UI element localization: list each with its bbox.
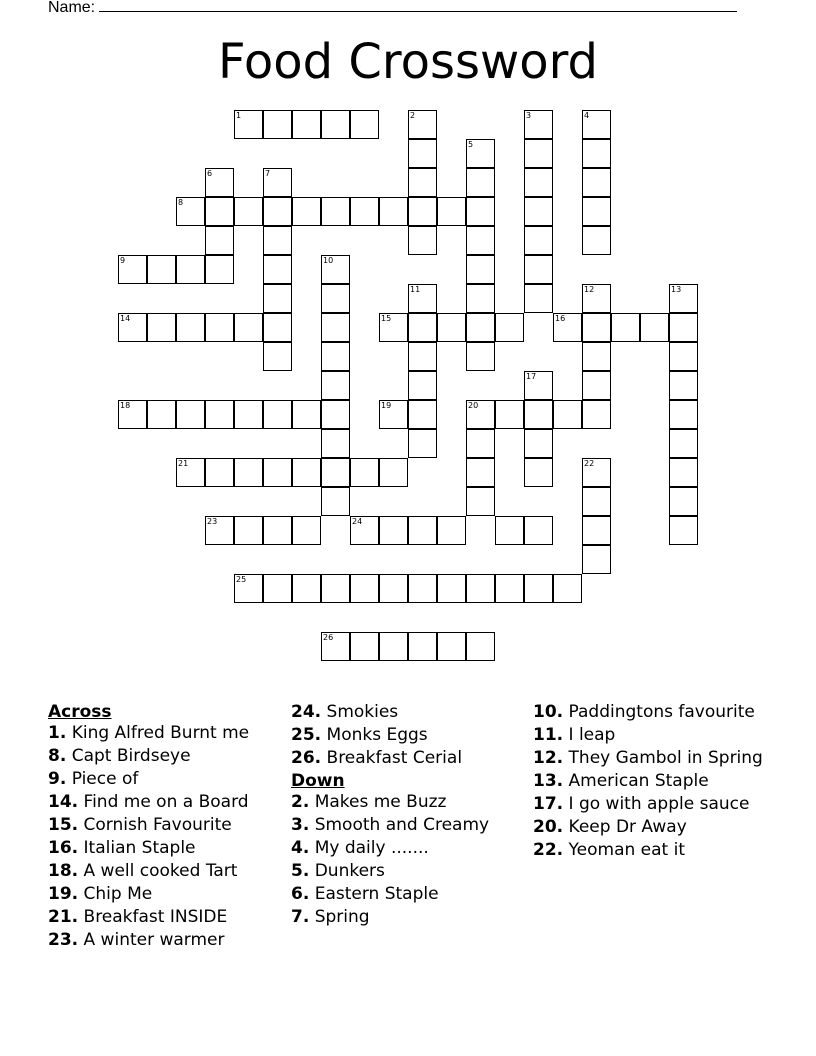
- grid-cell[interactable]: [582, 110, 611, 139]
- grid-cell[interactable]: [263, 342, 292, 371]
- grid-cell[interactable]: [437, 574, 466, 603]
- cell-number: 7: [265, 169, 271, 178]
- name-label: Name:: [48, 0, 96, 16]
- clue-text: King Alfred Burnt me: [66, 723, 250, 743]
- grid-cell[interactable]: [350, 458, 379, 487]
- cell-number: 6: [207, 169, 213, 178]
- grid-cell[interactable]: [263, 255, 292, 284]
- grid-cell[interactable]: [669, 371, 698, 400]
- down-header: Down: [291, 771, 345, 791]
- grid-cell[interactable]: [582, 400, 611, 429]
- clue-item: [48, 884, 288, 905]
- grid-cell[interactable]: [321, 284, 350, 313]
- grid-cell[interactable]: [408, 284, 437, 313]
- grid-cell[interactable]: [292, 574, 321, 603]
- clue-number: 15.: [48, 815, 79, 835]
- clue-text: American Staple: [563, 771, 709, 791]
- grid-cell[interactable]: [292, 516, 321, 545]
- clue-number: 21.: [48, 907, 79, 927]
- grid-cell[interactable]: [669, 458, 698, 487]
- grid-cell[interactable]: [524, 168, 553, 197]
- grid-cell[interactable]: [176, 197, 205, 226]
- grid-cell[interactable]: [466, 574, 495, 603]
- grid-cell[interactable]: [321, 632, 350, 661]
- cell-number: 23: [207, 517, 218, 526]
- grid-cell[interactable]: [437, 632, 466, 661]
- clue-item: [291, 792, 531, 813]
- cell-number: 15: [381, 314, 392, 323]
- cell-number: 5: [468, 140, 474, 149]
- clue-text: Piece of: [66, 769, 139, 789]
- clue-text: Breakfast INSIDE: [78, 907, 228, 927]
- clue-item: [48, 838, 288, 859]
- grid-cell[interactable]: [437, 516, 466, 545]
- grid-cell[interactable]: [234, 110, 263, 139]
- grid-cell[interactable]: [205, 400, 234, 429]
- clue-text: Makes me Buzz: [309, 792, 447, 812]
- cell-number: 1: [236, 111, 242, 120]
- cell-number: 11: [410, 285, 421, 294]
- clue-number: 2.: [291, 792, 310, 812]
- grid-cell[interactable]: [582, 197, 611, 226]
- grid-cell[interactable]: [524, 255, 553, 284]
- clue-number: 25.: [291, 725, 322, 745]
- clue-number: 6.: [291, 884, 310, 904]
- clue-number: 20.: [533, 817, 564, 837]
- clue-item: [291, 884, 531, 905]
- grid-cell[interactable]: [408, 110, 437, 139]
- cell-number: 20: [468, 401, 479, 410]
- clue-item: [48, 769, 288, 790]
- clue-number: 11.: [533, 725, 564, 745]
- grid-cell[interactable]: [466, 313, 495, 342]
- grid-cell[interactable]: [553, 400, 582, 429]
- clues-column-2: [291, 702, 531, 930]
- grid-cell[interactable]: [495, 516, 524, 545]
- clue-text: A winter warmer: [78, 930, 225, 950]
- clue-number: 26.: [291, 748, 322, 768]
- grid-cell[interactable]: [408, 632, 437, 661]
- grid-cell[interactable]: [379, 458, 408, 487]
- grid-cell[interactable]: [205, 313, 234, 342]
- clue-text: Breakfast Cerial: [321, 748, 463, 768]
- grid-cell[interactable]: [234, 516, 263, 545]
- grid-cell[interactable]: [582, 458, 611, 487]
- clue-number: 17.: [533, 794, 564, 814]
- cell-number: 22: [584, 459, 595, 468]
- grid-cell[interactable]: [524, 197, 553, 226]
- grid-cell[interactable]: [321, 110, 350, 139]
- grid-cell[interactable]: [263, 284, 292, 313]
- clue-text: Yeoman eat it: [563, 840, 686, 860]
- clue-item: [48, 746, 288, 767]
- page-title: Food Crossword: [218, 34, 598, 90]
- grid-cell[interactable]: [669, 516, 698, 545]
- grid-cell[interactable]: [176, 400, 205, 429]
- grid-cell[interactable]: [379, 516, 408, 545]
- grid-cell[interactable]: [263, 197, 292, 226]
- clue-item: [48, 815, 288, 836]
- cell-number: 9: [120, 256, 126, 265]
- grid-cell[interactable]: [147, 255, 176, 284]
- grid-cell[interactable]: [495, 400, 524, 429]
- grid-cell[interactable]: [408, 574, 437, 603]
- grid-cell[interactable]: [118, 255, 147, 284]
- clue-number: 16.: [48, 838, 79, 858]
- grid-cell[interactable]: [379, 574, 408, 603]
- cell-number: 25: [236, 575, 247, 584]
- grid-cell[interactable]: [408, 197, 437, 226]
- clue-item: [291, 838, 531, 859]
- clue-number: 22.: [533, 840, 564, 860]
- clue-item: [533, 725, 773, 746]
- grid-cell[interactable]: [669, 313, 698, 342]
- grid-cell[interactable]: [466, 255, 495, 284]
- clue-item: [533, 840, 773, 861]
- grid-cell[interactable]: [582, 487, 611, 516]
- clue-number: 7.: [291, 907, 310, 927]
- clue-number: 19.: [48, 884, 79, 904]
- grid-cell[interactable]: [321, 400, 350, 429]
- cell-number: 13: [671, 285, 682, 294]
- grid-cell[interactable]: [205, 458, 234, 487]
- grid-cell[interactable]: [321, 342, 350, 371]
- grid-cell[interactable]: [582, 168, 611, 197]
- grid-cell[interactable]: [582, 139, 611, 168]
- grid-cell[interactable]: [205, 516, 234, 545]
- clue-number: 5.: [291, 861, 310, 881]
- grid-cell[interactable]: [263, 574, 292, 603]
- grid-cell[interactable]: [321, 313, 350, 342]
- clue-text: Spring: [309, 907, 370, 927]
- grid-cell[interactable]: [263, 313, 292, 342]
- grid-cell[interactable]: [321, 429, 350, 458]
- grid-cell[interactable]: [379, 400, 408, 429]
- clue-text: Cornish Favourite: [78, 815, 232, 835]
- clue-item: [533, 794, 773, 815]
- grid-cell[interactable]: [118, 313, 147, 342]
- grid-cell[interactable]: [176, 458, 205, 487]
- clue-text: Italian Staple: [78, 838, 196, 858]
- grid-cell[interactable]: [147, 400, 176, 429]
- grid-cell[interactable]: [321, 255, 350, 284]
- grid-cell[interactable]: [669, 429, 698, 458]
- grid-cell[interactable]: [669, 400, 698, 429]
- clue-number: 24.: [291, 702, 322, 722]
- clue-number: 3.: [291, 815, 310, 835]
- clue-number: 13.: [533, 771, 564, 791]
- grid-cell[interactable]: [582, 342, 611, 371]
- clue-text: Smokies: [321, 702, 399, 722]
- cell-number: 26: [323, 633, 334, 642]
- grid-cell[interactable]: [466, 632, 495, 661]
- grid-cell[interactable]: [408, 342, 437, 371]
- cell-number: 2: [410, 111, 416, 120]
- clue-item: [291, 861, 531, 882]
- grid-cell[interactable]: [176, 313, 205, 342]
- grid-cell[interactable]: [582, 226, 611, 255]
- clue-number: 8.: [48, 746, 67, 766]
- clue-text: Eastern Staple: [309, 884, 439, 904]
- grid-cell[interactable]: [292, 400, 321, 429]
- clue-text: I leap: [563, 725, 616, 745]
- cell-number: 24: [352, 517, 363, 526]
- grid-cell[interactable]: [466, 139, 495, 168]
- grid-cell[interactable]: [408, 371, 437, 400]
- grid-cell[interactable]: [466, 429, 495, 458]
- clue-text: I go with apple sauce: [563, 794, 750, 814]
- clue-text: Dunkers: [309, 861, 385, 881]
- grid-cell[interactable]: [466, 284, 495, 313]
- grid-cell[interactable]: [408, 429, 437, 458]
- grid-cell[interactable]: [437, 197, 466, 226]
- grid-cell[interactable]: [379, 632, 408, 661]
- clue-item: [533, 748, 773, 769]
- cell-number: 4: [584, 111, 590, 120]
- clue-number: 23.: [48, 930, 79, 950]
- grid-cell[interactable]: [234, 400, 263, 429]
- grid-cell[interactable]: [524, 371, 553, 400]
- clue-item: [291, 748, 531, 769]
- grid-cell[interactable]: [582, 284, 611, 313]
- clue-text: Capt Birdseye: [66, 746, 191, 766]
- clue-item: [291, 702, 531, 723]
- grid-cell[interactable]: [350, 110, 379, 139]
- grid-cell[interactable]: [524, 429, 553, 458]
- grid-cell[interactable]: [263, 400, 292, 429]
- grid-cell[interactable]: [292, 197, 321, 226]
- grid-cell[interactable]: [524, 400, 553, 429]
- grid-cell[interactable]: [524, 516, 553, 545]
- clue-text: My daily .......: [309, 838, 429, 858]
- grid-cell[interactable]: [321, 458, 350, 487]
- cell-number: 8: [178, 198, 184, 207]
- grid-cell[interactable]: [263, 458, 292, 487]
- clues-column-1: [48, 702, 288, 953]
- clue-item: [48, 792, 288, 813]
- clue-item: [533, 817, 773, 838]
- grid-cell[interactable]: [234, 458, 263, 487]
- grid-cell[interactable]: [292, 458, 321, 487]
- grid-cell[interactable]: [176, 255, 205, 284]
- clue-item: [533, 702, 773, 723]
- grid-cell[interactable]: [205, 168, 234, 197]
- grid-cell[interactable]: [466, 168, 495, 197]
- clue-text: Find me on a Board: [78, 792, 249, 812]
- cell-number: 16: [555, 314, 566, 323]
- grid-cell[interactable]: [263, 110, 292, 139]
- grid-cell[interactable]: [524, 458, 553, 487]
- clue-number: 1.: [48, 723, 67, 743]
- across-header: Across: [48, 702, 112, 722]
- grid-cell[interactable]: [466, 458, 495, 487]
- clue-text: Paddingtons favourite: [563, 702, 755, 722]
- grid-cell[interactable]: [234, 313, 263, 342]
- grid-cell[interactable]: [350, 632, 379, 661]
- grid-cell[interactable]: [582, 371, 611, 400]
- grid-cell[interactable]: [205, 197, 234, 226]
- grid-cell[interactable]: [582, 313, 611, 342]
- clue-text: They Gambol in Spring: [563, 748, 763, 768]
- grid-cell[interactable]: [118, 400, 147, 429]
- grid-cell[interactable]: [495, 313, 524, 342]
- grid-cell[interactable]: [495, 574, 524, 603]
- cell-number: 12: [584, 285, 595, 294]
- grid-cell[interactable]: [263, 226, 292, 255]
- grid-cell[interactable]: [263, 168, 292, 197]
- grid-cell[interactable]: [611, 313, 640, 342]
- grid-cell[interactable]: [292, 110, 321, 139]
- grid-cell[interactable]: [466, 226, 495, 255]
- grid-cell[interactable]: [350, 516, 379, 545]
- grid-cell[interactable]: [408, 400, 437, 429]
- clue-item: [48, 930, 288, 951]
- grid-cell[interactable]: [466, 342, 495, 371]
- grid-cell[interactable]: [321, 574, 350, 603]
- grid-cell[interactable]: [437, 313, 466, 342]
- clue-item: [533, 771, 773, 792]
- clue-number: 18.: [48, 861, 79, 881]
- clue-number: 10.: [533, 702, 564, 722]
- grid-cell[interactable]: [524, 110, 553, 139]
- grid-cell[interactable]: [350, 574, 379, 603]
- grid-cell[interactable]: [263, 516, 292, 545]
- grid-cell[interactable]: [669, 342, 698, 371]
- cell-number: 19: [381, 401, 392, 410]
- grid-cell[interactable]: [379, 197, 408, 226]
- cell-number: 10: [323, 256, 334, 265]
- grid-cell[interactable]: [582, 516, 611, 545]
- clue-text: A well cooked Tart: [78, 861, 238, 881]
- grid-cell[interactable]: [379, 313, 408, 342]
- cell-number: 18: [120, 401, 131, 410]
- grid-cell[interactable]: [524, 284, 553, 313]
- clue-item: [291, 725, 531, 746]
- grid-cell[interactable]: [205, 255, 234, 284]
- grid-cell[interactable]: [582, 545, 611, 574]
- grid-cell[interactable]: [147, 313, 176, 342]
- clue-text: Monks Eggs: [321, 725, 428, 745]
- grid-cell[interactable]: [408, 139, 437, 168]
- clue-item: [291, 815, 531, 836]
- grid-cell[interactable]: [640, 313, 669, 342]
- clue-number: 12.: [533, 748, 564, 768]
- clue-number: 14.: [48, 792, 79, 812]
- grid-cell[interactable]: [321, 487, 350, 516]
- clue-item: [48, 907, 288, 928]
- clue-text: Smooth and Creamy: [309, 815, 490, 835]
- grid-cell[interactable]: [408, 226, 437, 255]
- grid-cell[interactable]: [553, 574, 582, 603]
- clue-item: [48, 861, 288, 882]
- grid-cell[interactable]: [669, 284, 698, 313]
- clue-text: Chip Me: [78, 884, 153, 904]
- clues-column-3: [533, 702, 773, 863]
- grid-cell[interactable]: [205, 226, 234, 255]
- grid-cell[interactable]: [408, 516, 437, 545]
- clue-number: 4.: [291, 838, 310, 858]
- grid-cell[interactable]: [466, 197, 495, 226]
- grid-cell[interactable]: [234, 574, 263, 603]
- grid-cell[interactable]: [553, 313, 582, 342]
- grid-cell[interactable]: [669, 487, 698, 516]
- grid-cell[interactable]: [321, 197, 350, 226]
- grid-cell[interactable]: [524, 226, 553, 255]
- grid-cell[interactable]: [408, 168, 437, 197]
- grid-cell[interactable]: [524, 574, 553, 603]
- clue-item: [291, 907, 531, 928]
- clue-number: 9.: [48, 769, 67, 789]
- cell-number: 3: [526, 111, 532, 120]
- grid-cell[interactable]: [321, 371, 350, 400]
- cell-number: 14: [120, 314, 131, 323]
- cell-number: 21: [178, 459, 189, 468]
- grid-cell[interactable]: [408, 313, 437, 342]
- grid-cell[interactable]: [350, 197, 379, 226]
- grid-cell[interactable]: [524, 139, 553, 168]
- grid-cell[interactable]: [234, 197, 263, 226]
- grid-cell[interactable]: [466, 487, 495, 516]
- cell-number: 17: [526, 372, 537, 381]
- clue-text: Keep Dr Away: [563, 817, 687, 837]
- grid-cell[interactable]: [466, 400, 495, 429]
- clue-item: [48, 723, 288, 744]
